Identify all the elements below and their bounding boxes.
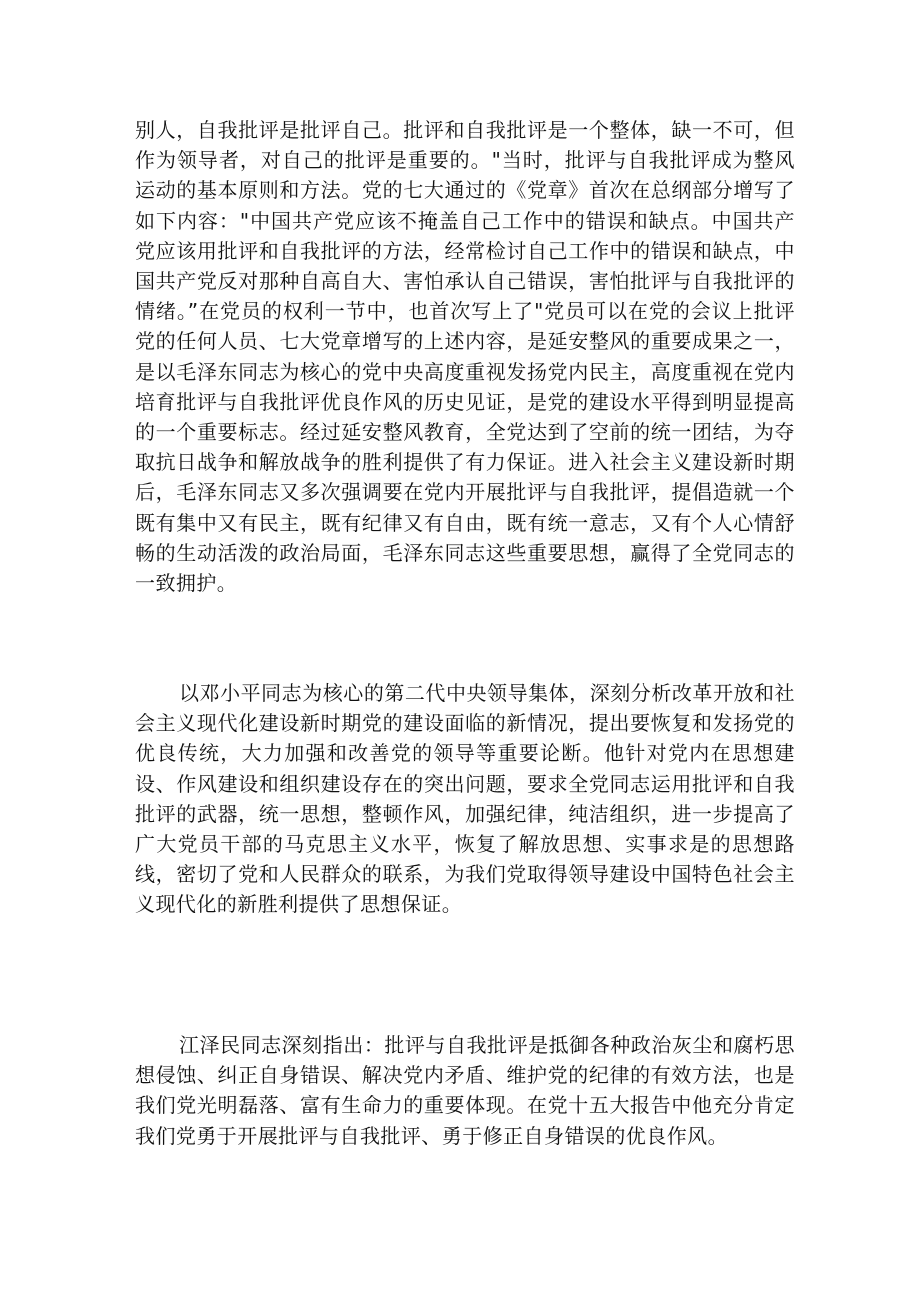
paragraph-continuation: 别人，自我批评是批评自己。批评和自我批评是一个整体，缺一不可，但作为领导者，对自己的批评是重要的。"当时，批评与自我批评成为整风运动的基本原则和方法。党的七大通过的《党章》首次在总纲部分增写了如下内容："中国共产党应该不掩盖自己工作中的错误和缺点。中国共产党应该用批评和自我批评的方法，经常检讨自己工作中的错误和缺点，中国共产党反对那种自高自大、害怕承认自己错误，害怕批评与自我批评的情绪。”在党员的权利一节中，也首次写上了"党员可以在党的会议上批评党的任何人员、七大党章增写的上述内容，是延安整风的重要成果之一，是以毛泽东同志为核心的党中央高度重视发扬党内民主，高度重视在党内培育批评与自我批评优良作风的历史见证，是党的建设水平得到明显提高的一个重要标志。经过延安整风教育，全党达到了空前的统一团结，为夺取抗日战争和解放战争的胜利提供了有力保证。进入社会主义建设新时期后，毛泽东同志又多次强调要在党内开展批评与自我批评，提倡造就一个既有集中又有民主，既有纪律又有自由，既有统一意志，又有个人心情舒畅的生动活泼的政治局面，毛泽东同志这些重要思想，赢得了全党同志的一致拥护。 (135, 118, 795, 596)
paragraph-jiang-zemin: 江泽民同志深刻指出：批评与自我批评是抵御各种政治灰尘和腐朽思想侵蚀、纠正自身错误、解决党内矛盾、维护党的纪律的有效方法，也是我们党光明磊落、富有生命力的重要体现。在党十五大报告中他充分肯定我们党勇于开展批评与自我批评、勇于修正自身错误的优良作风。 (135, 1033, 795, 1148)
paragraph-deng-xiaoping: 以邓小平同志为核心的第二代中央领导集体，深刻分析改革开放和社会主义现代化建设新时期党的建设面临的新情况，提出要恢复和发扬党的优良传统，大力加强和改善党的领导等重要论断。他针对党内在思想建设、作风建设和组织建设存在的突出问题，要求全党同志运用批评和自我批评的武器，统一思想，整顿作风，加强纪律，纯洁组织，进一步提高了广大党员干部的马克思主义水平，恢复了解放思想、实事求是的思想路线，密切了党和人民群众的联系，为我们党取得领导建设中国特色社会主义现代化的新胜利提供了思想保证。 (135, 681, 795, 917)
